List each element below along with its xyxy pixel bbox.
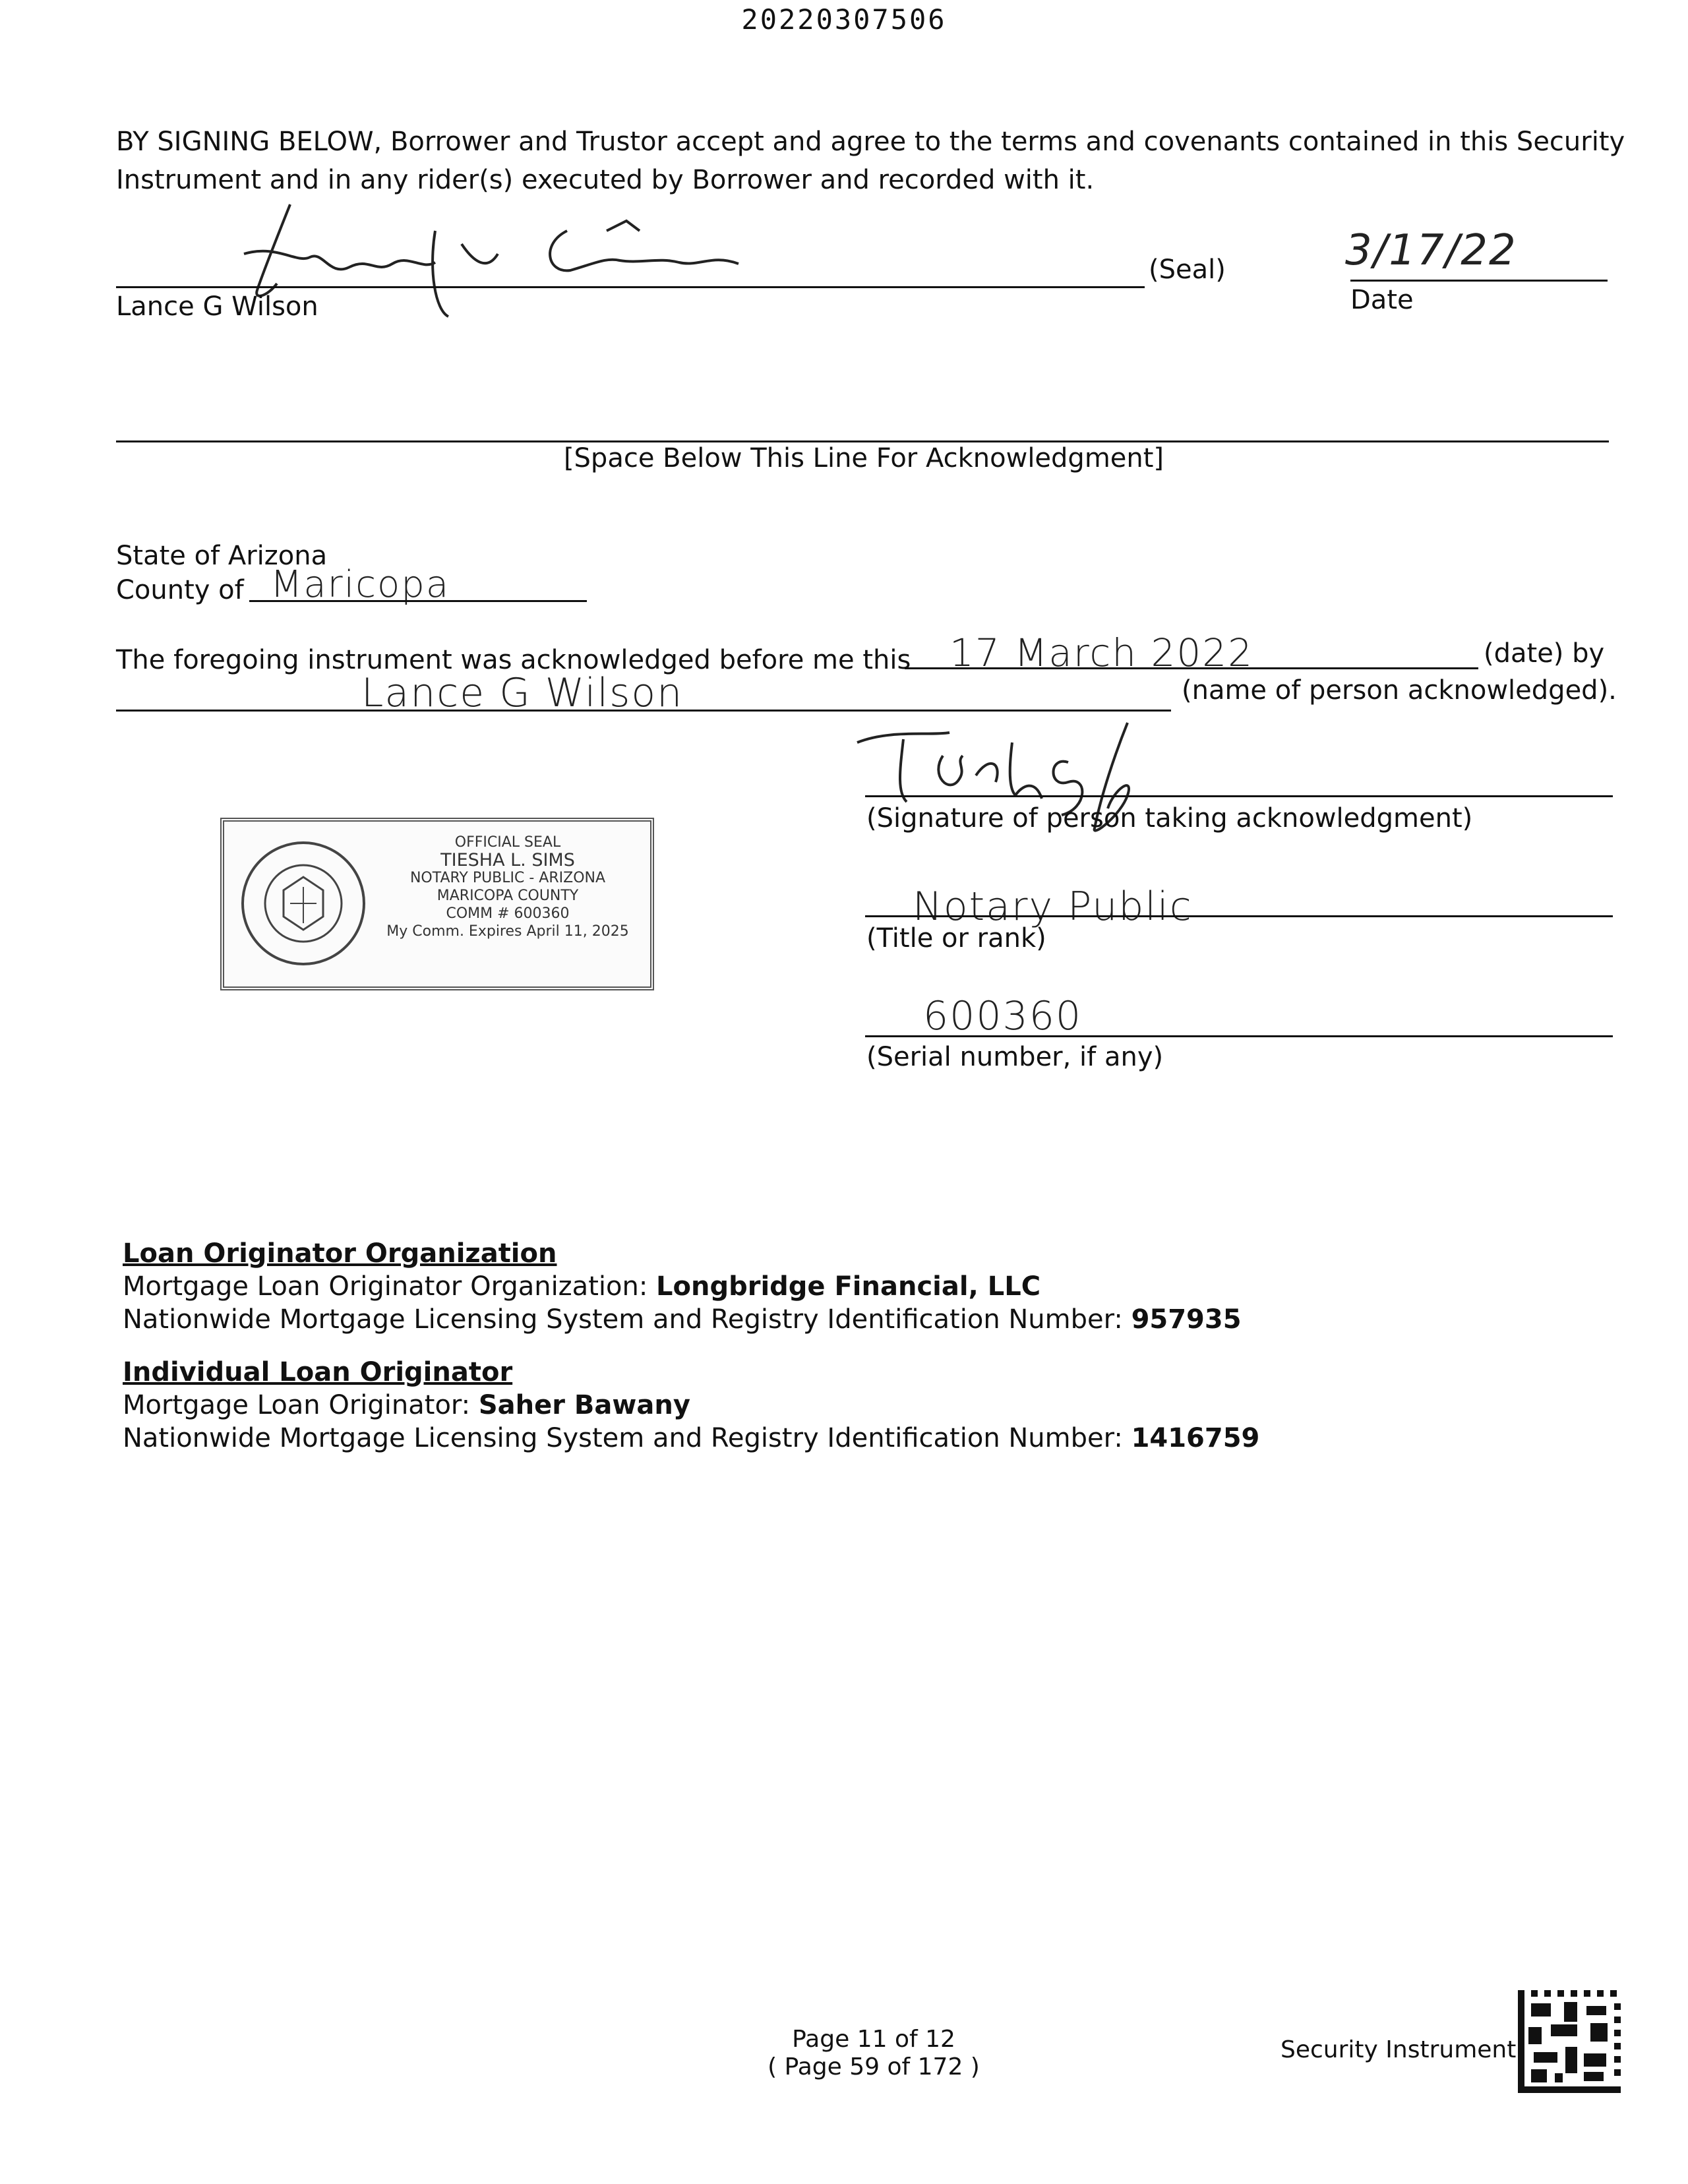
county-value: Maricopa xyxy=(270,563,450,606)
seal-line-2: TIESHA L. SIMS xyxy=(440,850,575,870)
borrower-signature-line xyxy=(116,286,1145,288)
loan-org-label: Mortgage Loan Originator Organization: xyxy=(123,1271,648,1302)
person-acknowledged-label: (name of person acknowledged). xyxy=(1182,675,1617,706)
page-total: ( Page 59 of 172 ) xyxy=(768,2053,980,2080)
individual-heading: Individual Loan Originator xyxy=(123,1357,513,1387)
seal-line-4: MARICOPA COUNTY xyxy=(437,888,579,904)
borrower-signature xyxy=(237,191,831,323)
individual-nmls-label: Nationwide Mortgage Licensing System and Registry Identification Number: xyxy=(123,1423,1123,1453)
date-by-label: (date) by xyxy=(1484,638,1605,669)
serial-caption: (Serial number, if any) xyxy=(866,1042,1164,1072)
form-name: Security Instrument xyxy=(1281,2036,1517,2063)
loan-org-nmls-line xyxy=(123,1303,1242,1336)
seal-line-5: COMM # 600360 xyxy=(446,905,570,922)
person-acknowledged-value: Lance G Wilson xyxy=(361,670,684,716)
date-line xyxy=(1350,280,1608,282)
foregoing-label: The foregoing instrument was acknowledged before me this xyxy=(116,645,911,675)
date-label: Date xyxy=(1350,285,1414,315)
individual-originator-value: Saher Bawany xyxy=(478,1390,690,1420)
acknowledgment-caption: [Space Below This Line For Acknowledgment] xyxy=(563,443,1164,473)
individual-originator-line xyxy=(123,1389,690,1422)
acknowledged-date-value: 17 March 2022 xyxy=(950,630,1254,675)
datamatrix-barcode-icon xyxy=(1518,1990,1621,2093)
notary-signature-caption: (Signature of person taking acknowledgment) xyxy=(866,803,1473,834)
person-acknowledged-line xyxy=(116,710,1171,712)
loan-org-line xyxy=(123,1270,1040,1303)
seal-line-3: NOTARY PUBLIC - ARIZONA xyxy=(409,870,606,886)
individual-originator-label: Mortgage Loan Originator: xyxy=(123,1390,471,1420)
state-text: State of Arizona xyxy=(116,541,328,571)
acknowledged-date-line xyxy=(905,667,1478,669)
document-number: 20220307506 xyxy=(741,3,947,36)
page-number: Page 11 of 12 xyxy=(792,2026,955,2053)
notary-seal-stamp xyxy=(220,818,654,990)
seal-line-6: My Comm. Expires April 11, 2025 xyxy=(386,923,629,940)
intro-line-2: Instrument and in any rider(s) executed by Borrower and recorded with it. xyxy=(116,165,1095,195)
serial-value: 600360 xyxy=(923,993,1083,1039)
seal-label: (Seal) xyxy=(1149,255,1226,285)
loan-org-nmls-value: 957935 xyxy=(1131,1304,1242,1335)
individual-nmls-line xyxy=(123,1422,1259,1455)
seal-line-1: OFFICIAL SEAL xyxy=(454,834,561,851)
intro-line-1: BY SIGNING BELOW, Borrower and Trustor accept and agree to the terms and covenants contained in this Security xyxy=(116,127,1625,157)
borrower-date-value: 3/17/22 xyxy=(1345,226,1517,275)
arizona-state-seal-icon xyxy=(237,837,369,969)
notary-signature-line xyxy=(865,795,1613,797)
serial-line xyxy=(865,1035,1613,1037)
individual-nmls-value: 1416759 xyxy=(1131,1423,1260,1453)
title-value: Notary Public xyxy=(913,884,1193,930)
loan-org-nmls-label: Nationwide Mortgage Licensing System and Registry Identification Number: xyxy=(123,1304,1123,1335)
loan-org-value: Longbridge Financial, LLC xyxy=(656,1271,1041,1302)
title-line xyxy=(865,915,1613,917)
title-caption: (Title or rank) xyxy=(866,923,1046,954)
borrower-name: Lance G Wilson xyxy=(116,291,318,322)
county-label: County of xyxy=(116,575,244,605)
loan-org-heading: Loan Originator Organization xyxy=(123,1238,557,1269)
county-line xyxy=(249,600,587,602)
